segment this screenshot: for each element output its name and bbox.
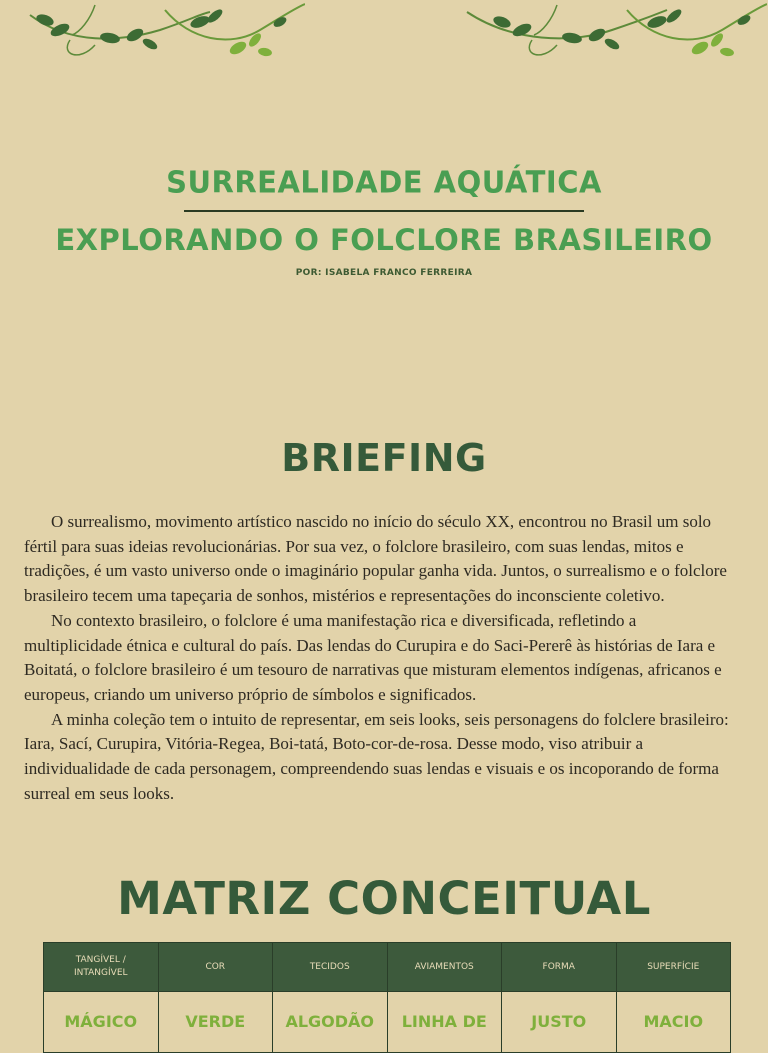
matrix-heading: MATRIZ CONCEITUAL [117, 872, 651, 925]
vine-decoration-right [462, 0, 767, 70]
briefing-paragraph: No contexto brasileiro, o folclore é uma manifestação rica e diversificada, refletindo a multiplicidade étnica e cultural do país. Das lendas do Curupira e do Saci-Pererê às histórias de Iara e Boitatá, o folclore brasileiro é um tesouro de narrativas que misturam elementos indígenas, africanos e europeus, criando um universo próprio de símbolos e significados. [24, 610, 722, 704]
column-header-shape: FORMA [502, 943, 617, 992]
table-cell: ALGODÃO [273, 992, 388, 1053]
table-cell: JUSTO [502, 992, 617, 1053]
column-header-fabrics: TECIDOS [273, 943, 388, 992]
table-cell: LINHA DE [387, 992, 502, 1053]
page-title: SURREALIDADE AQUÁTICA [166, 164, 602, 200]
page-subtitle: EXPLORANDO O FOLCLORE BRASILEIRO [55, 223, 713, 257]
column-header-surface: SUPERFÍCIE [616, 943, 731, 992]
author-byline: POR: ISABELA FRANCO FERREIRA [295, 268, 473, 278]
briefing-heading: BRIEFING [281, 436, 487, 480]
briefing-paragraph: O surrealismo, movimento artístico nascido no início do século XX, encontrou no Brasil um solo fértil para suas ideias revolucionárias. Por sua vez, o folclore brasileiro, com suas lendas, mitos e tradições, é um vasto universo onde o imaginário popular ganha vida. Juntos, o surrealismo e o folclore brasileiro tecem uma tapeçaria de sonhos, mistérios e representações do inconsciente coletivo. [24, 512, 727, 606]
table-header-row [44, 943, 731, 992]
column-header-color: COR [158, 943, 273, 992]
briefing-paragraph: A minha coleção tem o intuito de representar, em seis looks, seis personagens do folclere brasileiro: Iara, Sací, Curupira, Vitória-Regea, Boi-tatá, Boto-cor-de-rosa. Desse modo, viso atribuir a individualidade de cada personagem, compreendendo suas lendas e visuais e os incoporando de forma surreal em seus looks. [24, 709, 729, 803]
title-block [0, 160, 768, 278]
briefing-body [24, 510, 736, 806]
table-cell: VERDE [158, 992, 273, 1053]
title-divider [184, 210, 584, 212]
table-cell: MÁGICO [44, 992, 159, 1053]
column-header-trims: AVIAMENTOS [387, 943, 502, 992]
column-header-tangible: TANGÍVEL / INTANGÍVEL [44, 943, 159, 992]
concept-matrix-table [43, 942, 731, 1053]
table-cell: MACIO [616, 992, 731, 1053]
table-row [44, 992, 731, 1053]
vine-decoration-left [0, 0, 305, 70]
